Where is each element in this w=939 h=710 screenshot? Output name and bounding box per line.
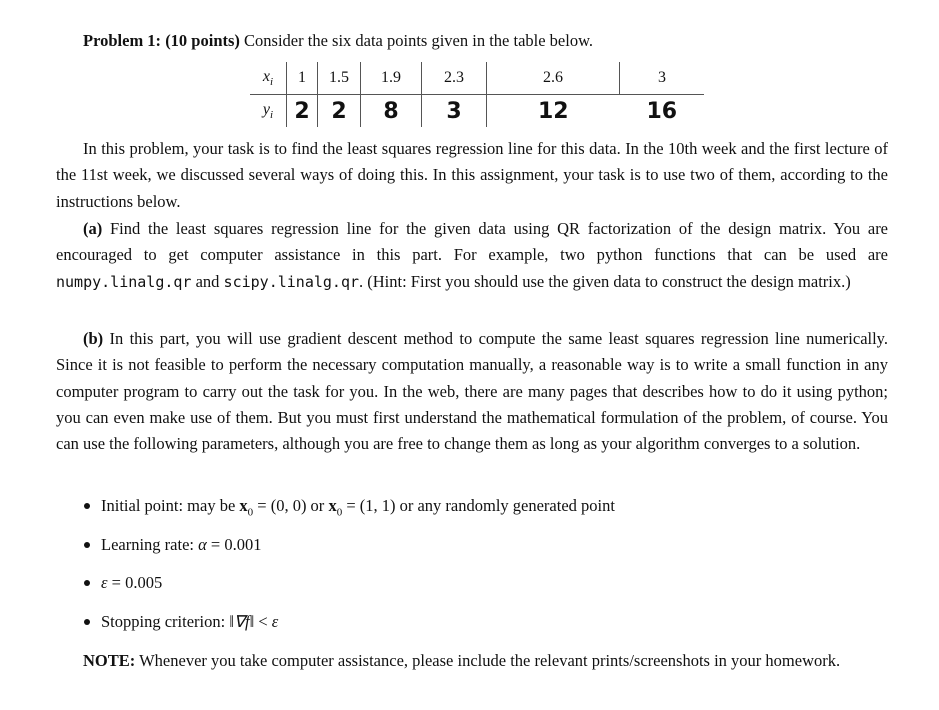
list-item: Learning rate: α = 0.001	[83, 532, 615, 571]
y-label: $y_i$	[262, 100, 274, 122]
note-paragraph: NOTE: Whenever you take computer assistance, please include the relevant prints/screenshots in your homework.	[83, 651, 841, 670]
x-cell: 1.5	[318, 62, 361, 95]
bullet-icon	[84, 542, 90, 548]
y-cell: 8	[361, 95, 422, 128]
paragraph-part-b: (b) In this part, you will use gradient descent method to compute the same least squares regression line numerically. Since it is not feasible to perform the necessary computation manually, a reasonable way is to write a small function in any computer program to carry out the task for you. In the web, there are many pages that describes how to do it using python; you can even make use of them. But you must first understand the mathematical formulation of the problem, of course. You can use the following parameters, although you are free to change them as long as your algorithm converges to a solution.	[56, 329, 888, 454]
problem-intro: Consider the six data points given in the table below.	[244, 31, 594, 50]
paragraph-intro: In this problem, your task is to find the least squares regression line for this data. In the 10th week and the first lecture of the 11st week, we discussed several ways of doing this. In this assignment, your task is to use two of them, according to the instructions below.	[56, 139, 888, 211]
x-cell: 2.6	[487, 62, 620, 95]
y-cell: 3	[422, 95, 487, 128]
table-row-y	[250, 95, 704, 128]
x-cell: 3	[620, 62, 705, 95]
part-a-label: (a)	[83, 219, 103, 238]
bullet-icon	[84, 619, 90, 625]
code-scipy-qr: scipy.linalg.qr	[223, 272, 360, 291]
problem-heading: Problem 1:	[83, 31, 162, 50]
part-b-label: (b)	[83, 329, 104, 348]
x-cell: 2.3	[422, 62, 487, 95]
list-item: Stopping criterion: ‖∇f‖ < ε	[83, 609, 615, 648]
x-cell: 1	[287, 62, 318, 95]
parameter-list	[83, 493, 615, 647]
note-label: NOTE:	[83, 651, 136, 670]
bullet-icon	[84, 580, 90, 586]
y-cell: 12	[487, 95, 620, 128]
y-cell: 2	[287, 95, 318, 128]
x-label: $x_i$	[250, 62, 287, 95]
paragraph-part-a: (a) Find the least squares regression line for the given data using QR factorization of the design matrix. You are encouraged to get computer assistance in this part. For example, two python functions that can be used are numpy.linalg.qr and scipy.linalg.qr. (Hint: First you should use the given data to construct the design matrix.)	[56, 219, 889, 291]
problem-points: (10 points)	[165, 31, 240, 50]
list-item: ε = 0.005	[83, 570, 615, 609]
y-cell: 16	[646, 98, 678, 124]
problem-title	[83, 31, 593, 51]
data-table	[250, 62, 704, 127]
y-cell: 2	[318, 95, 361, 128]
bullet-icon	[84, 503, 90, 509]
list-item: Initial point: may be $x_0 = (0$, 0) or $x_0 = (1$, 1) or any randomly generated point	[83, 493, 615, 532]
table-row-x	[250, 62, 704, 95]
code-numpy-qr: numpy.linalg.qr	[56, 272, 192, 291]
x-cell: 1.9	[361, 62, 422, 95]
